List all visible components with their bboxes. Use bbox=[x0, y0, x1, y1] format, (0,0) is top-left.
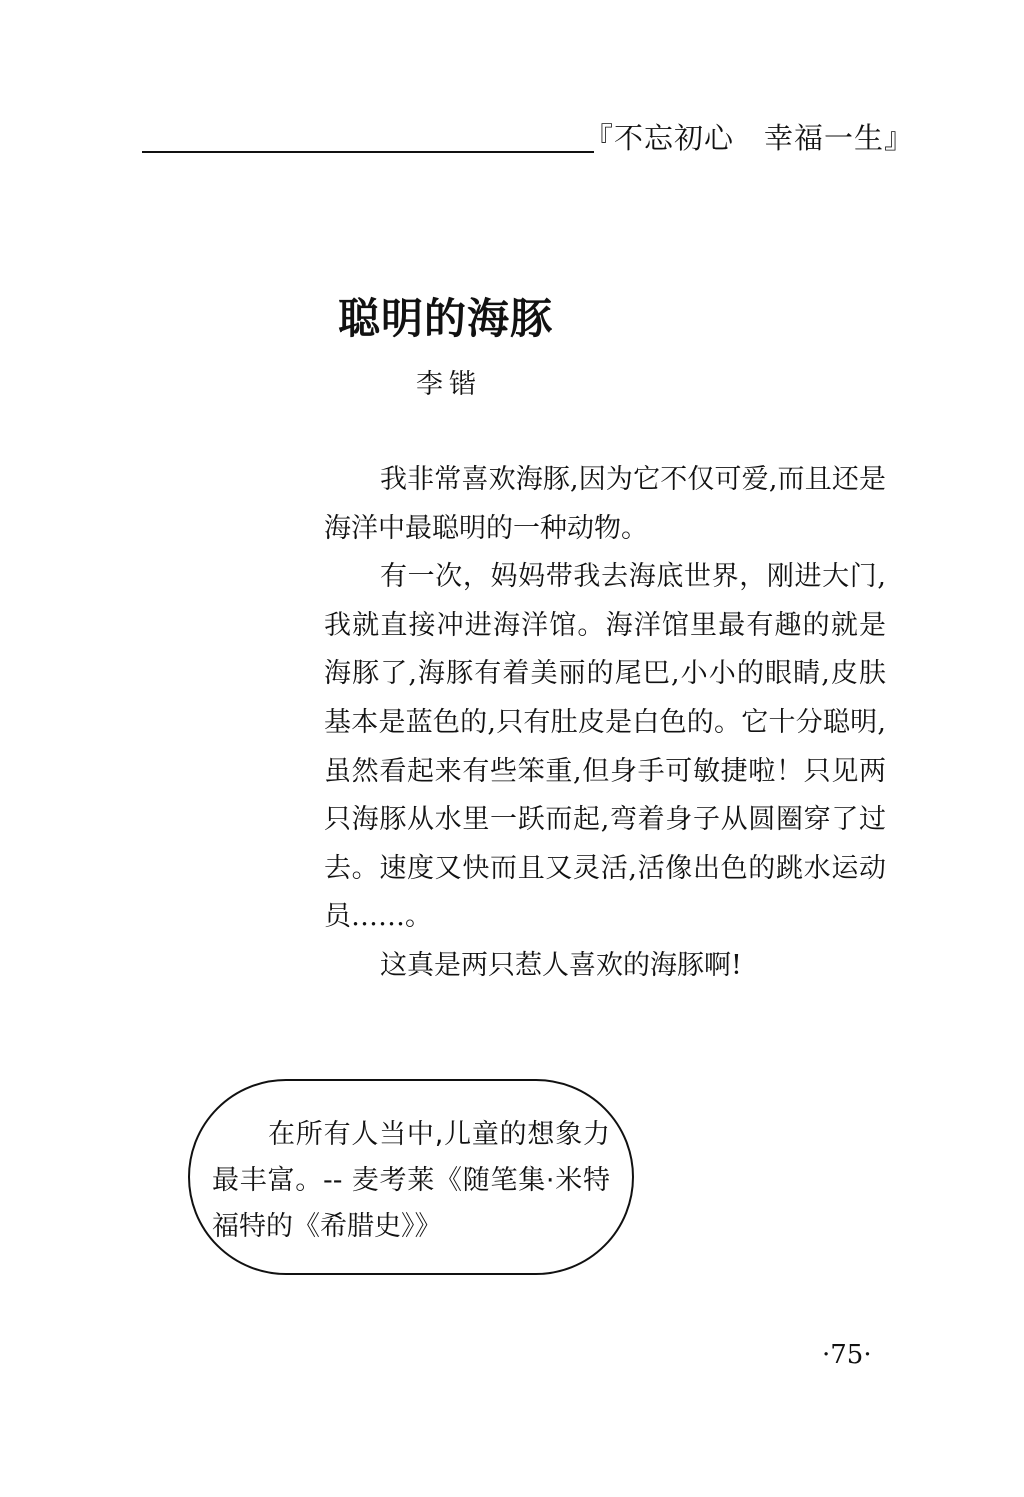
page-number: ·75· bbox=[822, 1340, 872, 1370]
paragraph-2: 有一次，妈妈带我去海底世界，刚进大门,我就直接冲进海洋馆。海洋馆里最有趣的就是海豚了,海豚有着美丽的尾巴,小小的眼睛,皮肤基本是蓝色的,只有肚皮是白色的。它十分聪明,虽然看起来有些笨重,但身手可敏捷啦！只见两只海豚从水里一跃而起,弯着身子从圆圈穿了过去。速度又快而且又灵活,活像出色的跳水运动员……。 bbox=[324, 561, 886, 933]
article-title: 聪明的海豚 bbox=[338, 294, 554, 343]
running-header: 『不忘初心 幸福一生』 bbox=[584, 121, 915, 155]
article-body bbox=[324, 456, 886, 991]
quote-text: 在所有人当中,儿童的想象力最丰富。-- 麦考莱《随笔集·米特福特的《希腊史》》 bbox=[212, 1119, 610, 1242]
paragraph-1: 我非常喜欢海豚,因为它不仅可爱,而且还是海洋中最聪明的一种动物。 bbox=[324, 464, 886, 544]
paragraph-3: 这真是两只惹人喜欢的海豚啊! bbox=[380, 949, 742, 981]
header-rule bbox=[142, 151, 594, 153]
article-author: 李锴 bbox=[416, 369, 482, 400]
